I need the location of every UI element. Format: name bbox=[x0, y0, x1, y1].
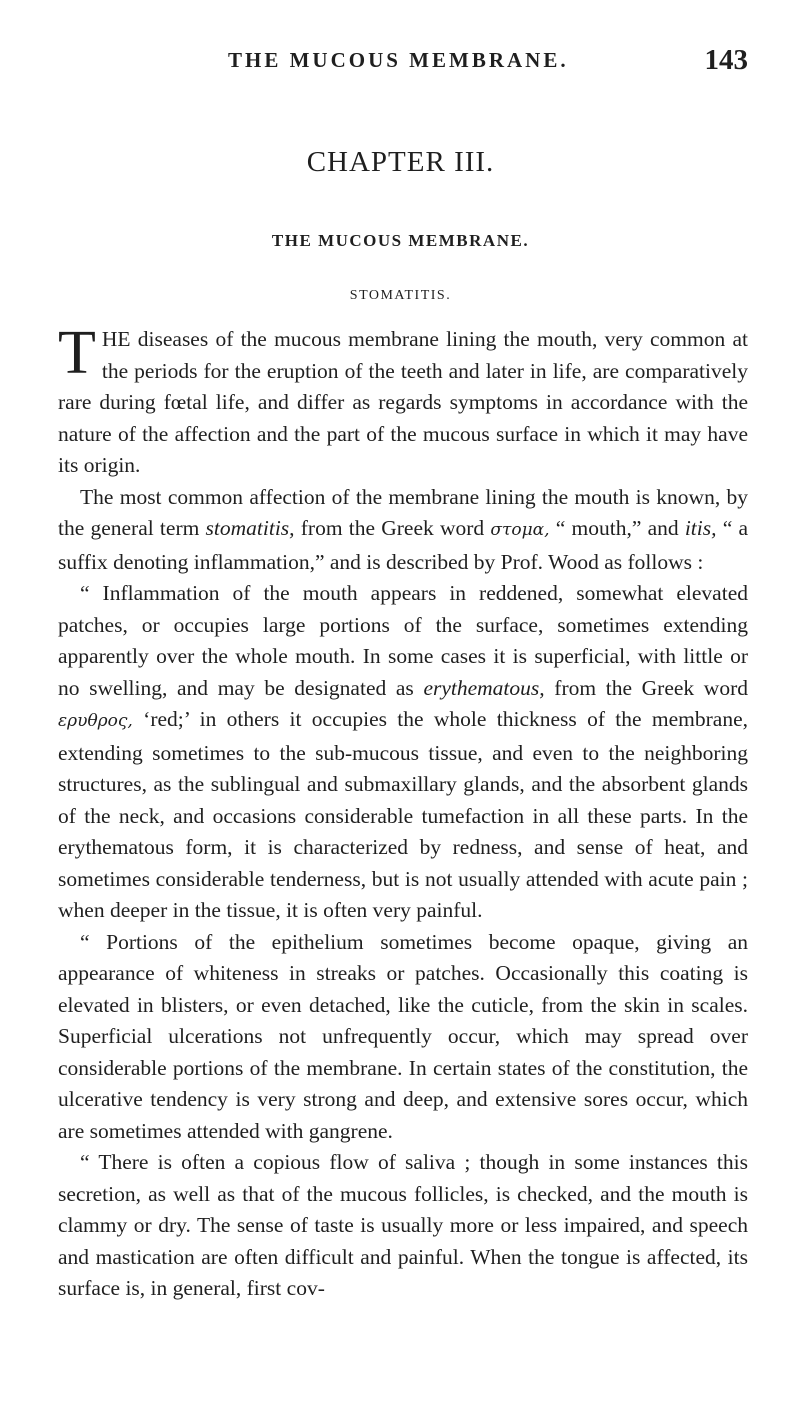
paragraph-2-text-c: “ mouth,” and bbox=[549, 516, 685, 540]
paragraph-1 bbox=[58, 319, 748, 482]
section-title: THE MUCOUS MEMBRANE. bbox=[271, 231, 530, 250]
paragraph-2-text-b: from the Greek word bbox=[294, 516, 491, 540]
drop-cap: T bbox=[58, 319, 96, 387]
term-stomatitis: stomatitis, bbox=[205, 516, 295, 540]
greek-word-erythros: ερυθρος, bbox=[58, 711, 133, 731]
subsection-title: STOMATITIS. bbox=[349, 288, 452, 303]
paragraph-3-text-c: ‘red;’ in others it occupies the whole thickness of the membrane, extending sometimes to the sub-mucous tissue, and even to the neighboring structures, as the sublingual and submaxillary glands, and the absorbent glands of the neck, and occasions considerable tumefaction in all these parts. In the erythematous form, it is characterized by redness, and sense of heat, and sometimes considerable tenderness, but is not usually attended with acute pain ; when deeper in the tissue, it is often very painful. bbox=[58, 707, 748, 922]
running-head bbox=[58, 44, 748, 84]
paragraph-2-text-d: “ a suffix denoting inflammation,” and is described by Prof. Wood as follows : bbox=[58, 516, 748, 574]
chapter-title: CHAPTER III. bbox=[306, 146, 495, 178]
paragraph-3-text-a: “ Inflammation of the mouth appears in reddened, somewhat elevated patches, or occupies large portions of the surface, sometimes extending apparently over the whole mouth. In some cases it is superficial, with little or no swelling, and may be designated as bbox=[58, 581, 748, 700]
paragraph-3-text-b: from the Greek word bbox=[544, 675, 748, 700]
paragraph-2 bbox=[58, 482, 748, 579]
page-number: 143 bbox=[704, 44, 748, 76]
paragraph-3 bbox=[58, 578, 748, 927]
running-title: THE MUCOUS MEMBRANE. bbox=[228, 48, 569, 72]
paragraph-4: “ Portions of the epithelium sometimes become opaque, giving an appearance of whiteness in streaks or patches. Occasionally this coating is elevated in blisters, or even detached, like the cuticle, from the skin in scales. Superficial ulcerations not unfrequently occur, which may spread over considerable portions of the membrane. In certain states of the constitution, the ulcerative tendency is very strong and deep, and extensive sores occur, which are sometimes attended with gangrene. bbox=[58, 929, 748, 1143]
term-erythematous: erythematous, bbox=[423, 675, 545, 700]
paragraph-5: “ There is often a copious flow of saliva ; though in some instances this secretion, as well as that of the mucous follicles, is checked, and the mouth is clammy or dry. The sense of taste is usually more or less impaired, and speech and mastication are often difficult and painful. When the tongue is affected, its surface is, in general, first cov- bbox=[58, 1150, 748, 1300]
body-text bbox=[58, 319, 748, 1305]
paragraph-2-text-a: The most common affection of the membrane lining the mouth is known, by the general term bbox=[58, 484, 748, 540]
greek-word-stoma: στομα, bbox=[490, 520, 550, 540]
term-itis: itis, bbox=[684, 516, 717, 540]
paragraph-1-text: HE diseases of the mucous membrane lining the mouth, very common at the periods for the eruption of the teeth and later in life, are comparatively rare during fœtal life, and differ as regards symptoms in accordance with the nature of the affection and the part of the mucous surface in which it may have its origin. bbox=[58, 327, 748, 477]
